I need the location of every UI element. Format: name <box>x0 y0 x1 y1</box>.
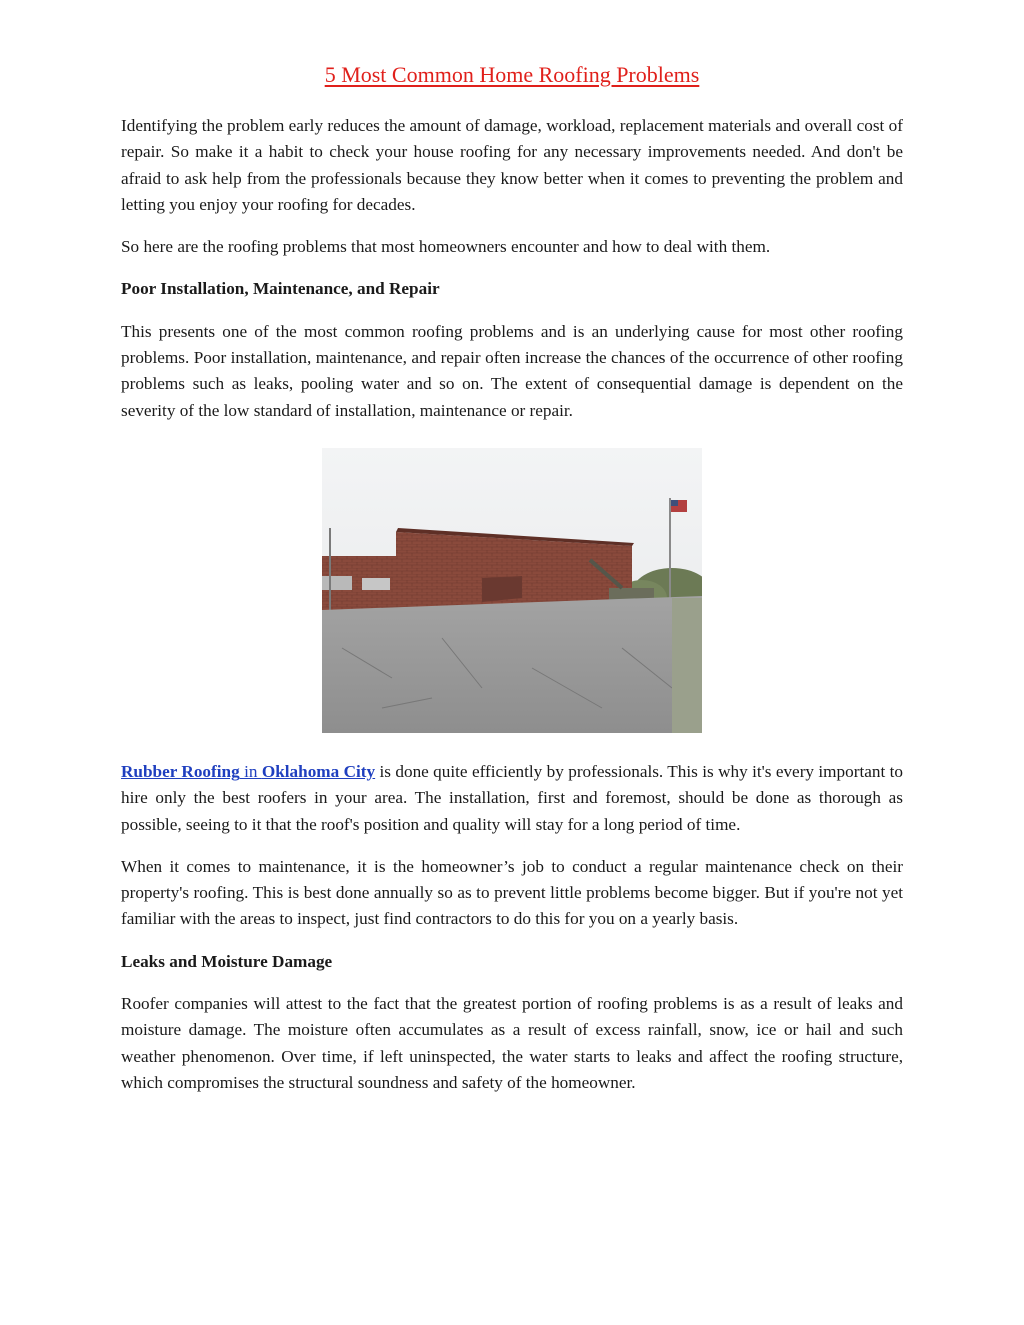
link-connector: in <box>239 761 262 781</box>
document-page <box>121 58 903 1112</box>
oklahoma-city-link[interactable]: Oklahoma City <box>261 761 376 781</box>
rubber-roofing-link[interactable]: Rubber Roofing <box>121 761 240 781</box>
page-title: 5 Most Common Home Roofing Problems <box>324 62 700 87</box>
section1-paragraph-2-text: is done quite efficiently by professionals. This is why it's every important to hire only the best roofers in your area. The installation, first and foremost, should be done as thorough as possible, seeing to it that the roof's position and quality will stay for a long period of time. <box>121 761 903 834</box>
section2-paragraph-1: Roofer companies will attest to the fact that the greatest portion of roofing problems is as a result of leaks and moisture damage. The moisture often accumulates as a result of excess rainfall, snow, ice or hail and such weather phenomenon. Over time, if left uninspected, the water starts to leaks and affect the roofing structure, which compromises the structural soundness and safety of the homeowner. <box>121 994 903 1092</box>
section-heading-leaks: Leaks and Moisture Damage <box>121 951 333 971</box>
section1-paragraph-1: This presents one of the most common roofing problems and is an underlying cause for most other roofing problems. Poor installation, maintenance, and repair often increase the chances of the occurrence of other roofing problems such as leaks, pooling water and so on. The extent of consequential damage is dependent on the severity of the low standard of installation, maintenance or repair. <box>121 321 903 420</box>
section1-paragraph-3: When it comes to maintenance, it is the homeowner’s job to conduct a regular maintenance check on their property's roofing. This is best done annually so as to prevent little problems become bigger. But if you're not yet familiar with the areas to inspect, just find contractors to do this for you on a yearly basis. <box>121 856 903 929</box>
section-heading-poor-installation: Poor Installation, Maintenance, and Repair <box>121 279 440 299</box>
lead-paragraph: So here are the roofing problems that most homeowners encounter and how to deal with them. <box>121 237 771 257</box>
building-photo-illustration <box>322 448 702 733</box>
building-photo <box>322 448 702 733</box>
intro-paragraph: Identifying the problem early reduces the amount of damage, workload, replacement materials and overall cost of repair. So make it a habit to check your house roofing for any necessary improvements needed. And don't be afraid to ask help from the professionals because they know better when it comes to preventing the problem and letting you enjoy your roofing for decades. <box>121 116 903 214</box>
section1-paragraph-2 <box>121 759 903 838</box>
